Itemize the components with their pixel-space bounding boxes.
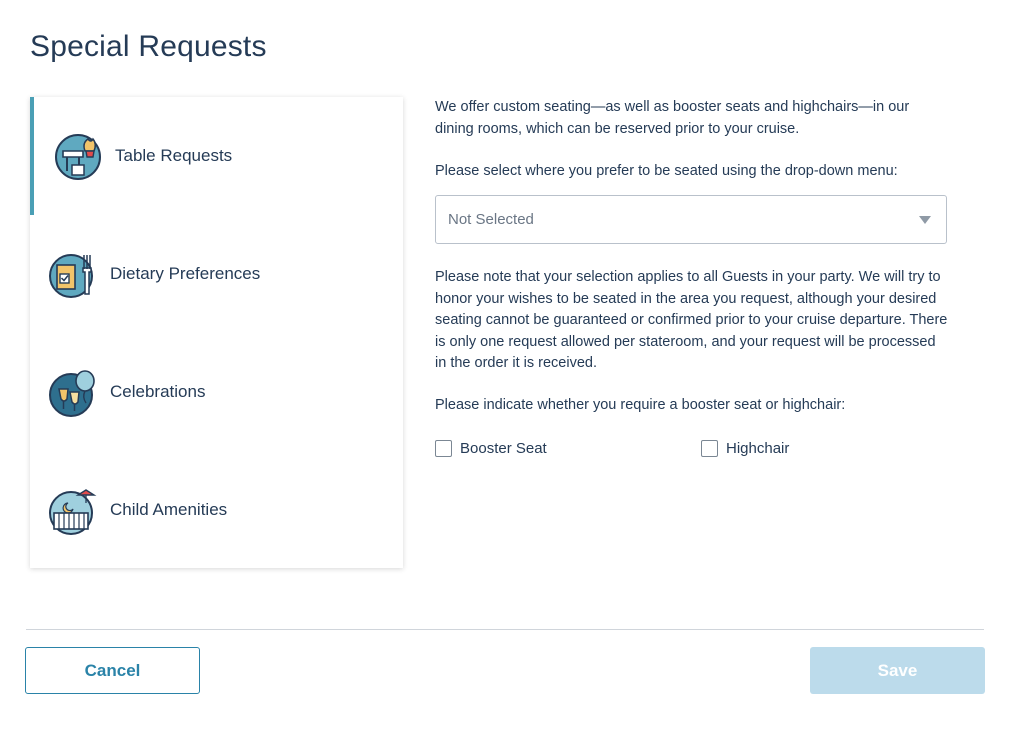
table-requests-icon xyxy=(53,131,103,181)
celebrations-icon xyxy=(48,367,98,417)
sidebar-item-label: Celebrations xyxy=(110,382,206,401)
dietary-preferences-icon xyxy=(48,249,98,299)
sidebar-item-table-requests[interactable] xyxy=(30,97,403,215)
booster-seat-checkbox[interactable] xyxy=(435,438,547,460)
seating-preference-dropdown[interactable] xyxy=(435,195,947,244)
intro-text: We offer custom seating—as well as booster seats and highchairs—in our dining rooms, which can be reserved prior to your cruise. xyxy=(435,99,910,137)
checkbox-box[interactable] xyxy=(701,440,718,457)
highchair-checkbox[interactable] xyxy=(701,438,789,460)
sidebar-item-celebrations[interactable] xyxy=(30,333,403,451)
child-amenities-icon xyxy=(48,485,98,535)
page-title: Special Requests xyxy=(30,30,267,63)
booster-prompt: Please indicate whether you require a booster seat or highchair: xyxy=(435,397,846,413)
checkbox-label: Booster Seat xyxy=(460,440,547,457)
cancel-button[interactable]: Cancel xyxy=(25,647,200,694)
sidebar-item-label: Dietary Preferences xyxy=(110,264,261,283)
sidebar-item-label: Table Requests xyxy=(115,146,233,165)
footer-divider xyxy=(26,629,984,630)
checkbox-label: Highchair xyxy=(726,440,790,457)
sidebar-item-dietary-preferences[interactable] xyxy=(30,215,403,333)
caret-down-icon xyxy=(919,216,931,224)
sidebar-item-label: Child Amenities xyxy=(110,500,228,519)
dropdown-selected-value: Not Selected xyxy=(448,210,534,228)
checkbox-box[interactable] xyxy=(435,440,452,457)
seating-note: Please note that your selection applies to all Guests in your party. We will try to honor your wishes to be seated in the area you request, although your desired seating cannot be guaranteed or confirmed prior to your cruise departure. There is only one request allowed per stateroom, and your request will be processed in the order it is received. xyxy=(435,269,948,371)
select-prompt: Please select where you prefer to be seated using the drop-down menu: xyxy=(435,163,898,179)
sidebar-item-child-amenities[interactable] xyxy=(30,451,403,569)
special-requests-menu xyxy=(30,97,403,568)
save-button[interactable]: Save xyxy=(810,647,985,694)
